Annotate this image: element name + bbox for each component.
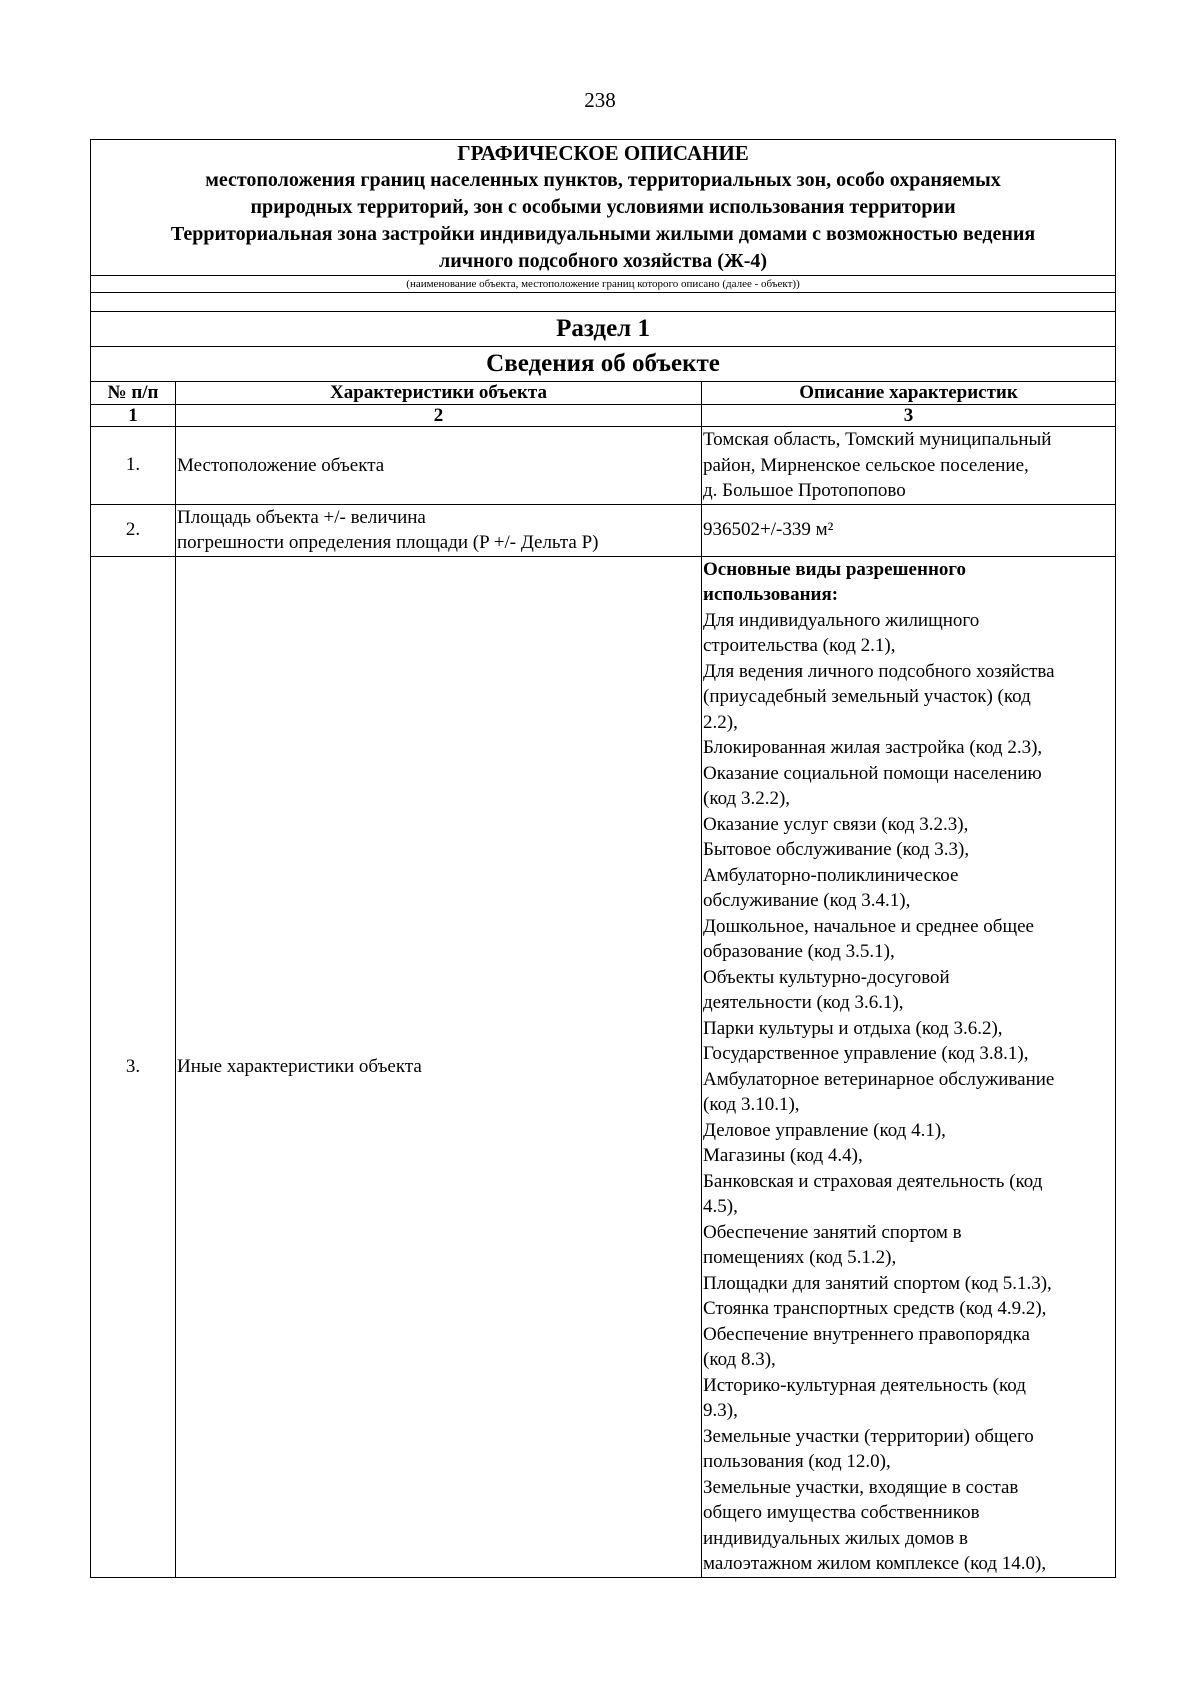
document-title: ГРАФИЧЕСКОЕ ОПИСАНИЕ xyxy=(457,141,749,165)
permitted-use-line: Историко-культурная деятельность (код xyxy=(703,1374,1026,1396)
section-subtitle-row xyxy=(91,347,1116,382)
permitted-use-heading: использования: xyxy=(703,584,839,605)
column-header-description: Описание характеристик xyxy=(702,382,1116,405)
section-title-row xyxy=(91,312,1116,347)
permitted-use-line: Деловое управление (код 4.1), xyxy=(703,1119,946,1141)
permitted-use-line: малоэтажном жилом комплексе (код 14.0), xyxy=(703,1553,1047,1574)
permitted-use-heading: Основные виды разрешенного xyxy=(703,558,967,580)
empty-cell xyxy=(91,293,1116,312)
document-subtitle-line-2: природных территорий, зон с особыми условиями использования территории xyxy=(250,196,956,218)
permitted-use-line: (код 8.3), xyxy=(703,1349,776,1370)
permitted-use-line: Площадки для занятий спортом (код 5.1.3), xyxy=(703,1272,1052,1294)
graphic-description-table xyxy=(90,139,1116,1578)
permitted-use-line: Для индивидуального жилищного xyxy=(703,609,980,631)
section-subtitle: Сведения об объекте xyxy=(91,347,1116,382)
permitted-use-line: Амбулаторное ветеринарное обслуживание xyxy=(703,1068,1055,1090)
table-row xyxy=(91,427,1116,505)
characteristic-value: 936502+/-339 м² xyxy=(702,504,1116,556)
permitted-use-line: Объекты культурно-досуговой xyxy=(703,966,950,988)
column-header-num: № п/п xyxy=(91,382,176,405)
permitted-use-line: Магазины (код 4.4), xyxy=(703,1145,863,1166)
column-header-row xyxy=(91,382,1116,405)
object-name-note: (наименование объекта, местоположение границ которого описано (далее - объект)) xyxy=(91,276,1116,293)
zone-name-line-1: Территориальная зона застройки индивидуальными жилыми домами с возможностью ведения xyxy=(170,223,1036,245)
permitted-use-line: Банковская и страховая деятельность (код xyxy=(703,1170,1043,1192)
permitted-use-line: Земельные участки, входящие в состав xyxy=(703,1476,1019,1498)
row-number: 3. xyxy=(91,556,176,1577)
permitted-use-line: общего имущества собственников xyxy=(703,1502,980,1523)
object-name-note-row xyxy=(91,276,1116,293)
permitted-use-line: индивидуальных жилых домов в xyxy=(703,1527,968,1549)
permitted-use-line: помещениях (код 5.1.2), xyxy=(703,1247,897,1268)
column-index-row xyxy=(91,405,1116,427)
permitted-use-line: (код 3.10.1), xyxy=(703,1094,800,1115)
empty-row xyxy=(91,293,1116,312)
page-number: 238 xyxy=(584,88,616,112)
document-subtitle-line-1: местоположения границ населенных пунктов, территориальных зон, особо охраняемых xyxy=(205,169,1001,191)
table-row xyxy=(91,556,1116,1577)
permitted-use-line: Для ведения личного подсобного хозяйства xyxy=(703,660,1055,682)
permitted-use-line: деятельности (код 3.6.1), xyxy=(703,992,904,1013)
permitted-use-line: Земельные участки (территории) общего xyxy=(703,1425,1034,1447)
permitted-use-line: пользования (код 12.0), xyxy=(703,1451,891,1472)
permitted-use-line: (код 3.2.2), xyxy=(703,788,791,809)
column-index-num: 1 xyxy=(91,405,176,427)
permitted-use-line: Дошкольное, начальное и среднее общее xyxy=(703,915,1034,937)
column-index-characteristics: 2 xyxy=(176,405,702,427)
row-number: 1. xyxy=(91,427,176,505)
value-line: д. Большое Протопопово xyxy=(703,480,906,501)
permitted-use-line: 2.2), xyxy=(703,711,738,733)
permitted-use-line: обслуживание (код 3.4.1), xyxy=(703,890,911,911)
permitted-use-list xyxy=(703,608,1115,1577)
permitted-use-line: Обеспечение внутреннего правопорядка xyxy=(703,1323,1030,1345)
characteristic-name: Местоположение объекта xyxy=(176,427,702,505)
permitted-use-line: Обеспечение занятий спортом в xyxy=(703,1221,962,1243)
row-number: 2. xyxy=(91,504,176,556)
zone-name-line-2: личного подсобного хозяйства (Ж-4) xyxy=(438,250,768,272)
characteristic-value xyxy=(702,427,1116,505)
permitted-use-line: Парки культуры и отдыха (код 3.6.2), xyxy=(703,1017,1003,1039)
document-header xyxy=(91,140,1116,276)
table-row xyxy=(91,504,1116,556)
characteristic-name: Иные характеристики объекта xyxy=(176,556,702,1577)
permitted-use-line: Оказание услуг связи (код 3.2.3), xyxy=(703,813,969,835)
permitted-use-line: Амбулаторно-поликлиническое xyxy=(703,864,959,886)
column-header-characteristics: Характеристики объекта xyxy=(176,382,702,405)
value-line: район, Мирненское сельское поселение, xyxy=(703,454,1029,476)
name-line: погрешности определения площади (P +/- Дельта P) xyxy=(177,532,599,553)
section-title: Раздел 1 xyxy=(91,312,1116,347)
permitted-use-line: (приусадебный земельный участок) (код xyxy=(703,686,1031,707)
permitted-use-line: 9.3), xyxy=(703,1400,738,1421)
permitted-use-line: Оказание социальной помощи населению xyxy=(703,762,1042,784)
characteristic-value xyxy=(702,556,1116,1577)
permitted-use-line: Государственное управление (код 3.8.1), xyxy=(703,1043,1029,1064)
permitted-use-line: образование (код 3.5.1), xyxy=(703,941,895,962)
document-header-row xyxy=(91,140,1116,276)
name-line: Площадь объекта +/- величина xyxy=(177,506,426,528)
permitted-use-line: строительства (код 2.1), xyxy=(703,635,896,656)
permitted-use-line: 4.5), xyxy=(703,1196,738,1217)
permitted-use-line: Блокированная жилая застройка (код 2.3), xyxy=(703,737,1043,758)
column-index-description: 3 xyxy=(702,405,1116,427)
permitted-use-line: Стоянка транспортных средств (код 4.9.2), xyxy=(703,1298,1047,1319)
value-line: Томская область, Томский муниципальный xyxy=(703,429,1052,450)
characteristic-name xyxy=(176,504,702,556)
permitted-use-line: Бытовое обслуживание (код 3.3), xyxy=(703,839,970,860)
